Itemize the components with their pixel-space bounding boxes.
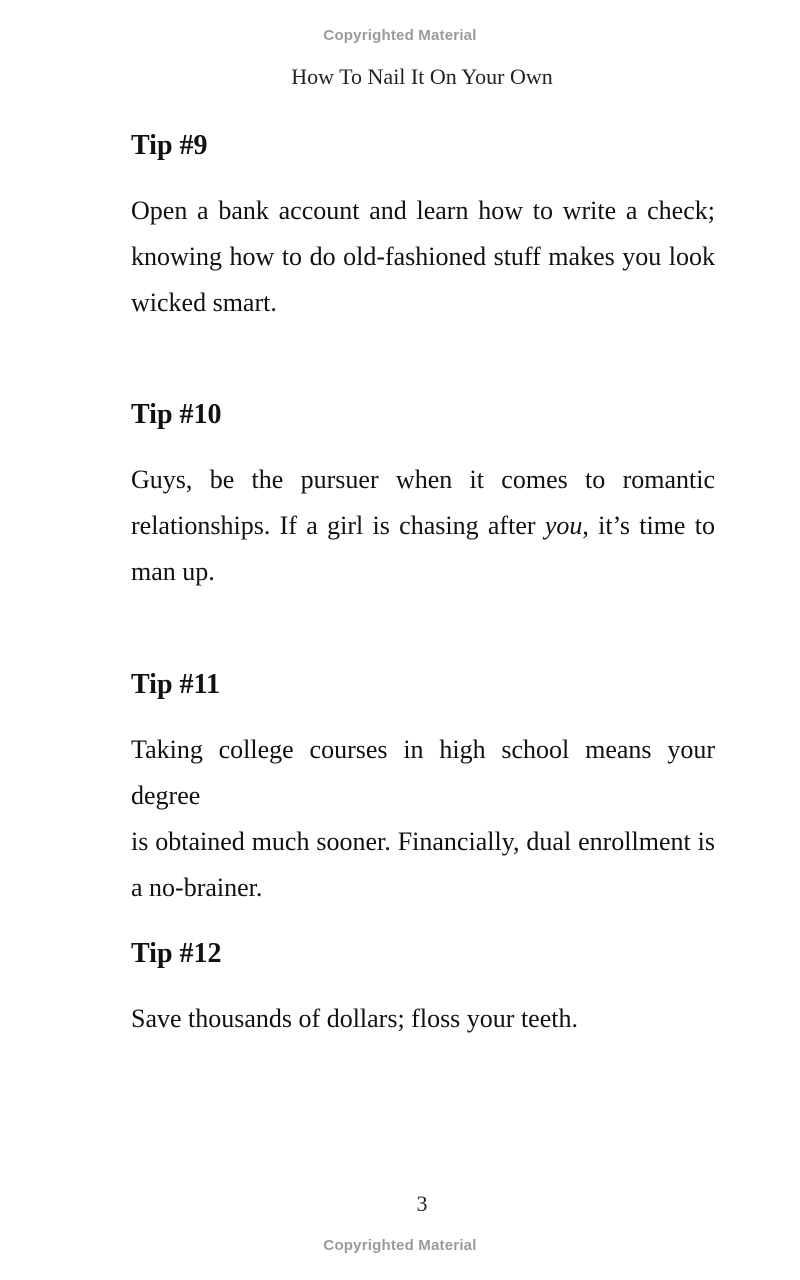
tip-heading: Tip #12 [131,938,222,969]
tip-body [131,727,715,911]
tip-heading: Tip #10 [131,399,222,430]
tip-line: is obtained much sooner. Financially, dual enrollment is [131,827,715,856]
tip-text: relationships. If a girl is chasing after [131,511,536,540]
copyright-watermark-top: Copyrighted Material [323,27,477,44]
tip-12 [131,939,715,1042]
tip-line: Taking college courses in high school means your degree [131,735,715,810]
tip-line: man up. [131,557,215,586]
tip-body [131,996,715,1042]
tip-body [131,457,715,595]
tip-emphasis: you [544,511,583,540]
copyright-watermark-bottom: Copyrighted Material [323,1237,477,1254]
tip-body [131,188,715,326]
tip-10 [131,400,715,595]
tip-line: a no-brainer. [131,873,263,902]
tip-9 [131,131,715,326]
tip-line: wicked smart. [131,288,277,317]
tip-11 [131,670,715,911]
tip-heading: Tip #9 [131,130,208,161]
tip-line: Guys, be the pursuer when it comes to romantic [131,465,715,494]
tip-text: , it’s time to [582,511,715,540]
tip-line: Save thousands of dollars; floss your teeth. [131,1004,578,1033]
tip-line: Open a bank account and learn how to write a check; [131,196,715,225]
page-number: 3 [416,1191,428,1216]
tip-line [131,503,715,549]
tip-line: knowing how to do old-fashioned stuff makes you look [131,242,715,271]
tip-heading: Tip #11 [131,669,220,700]
running-head: How To Nail It On Your Own [291,64,553,89]
